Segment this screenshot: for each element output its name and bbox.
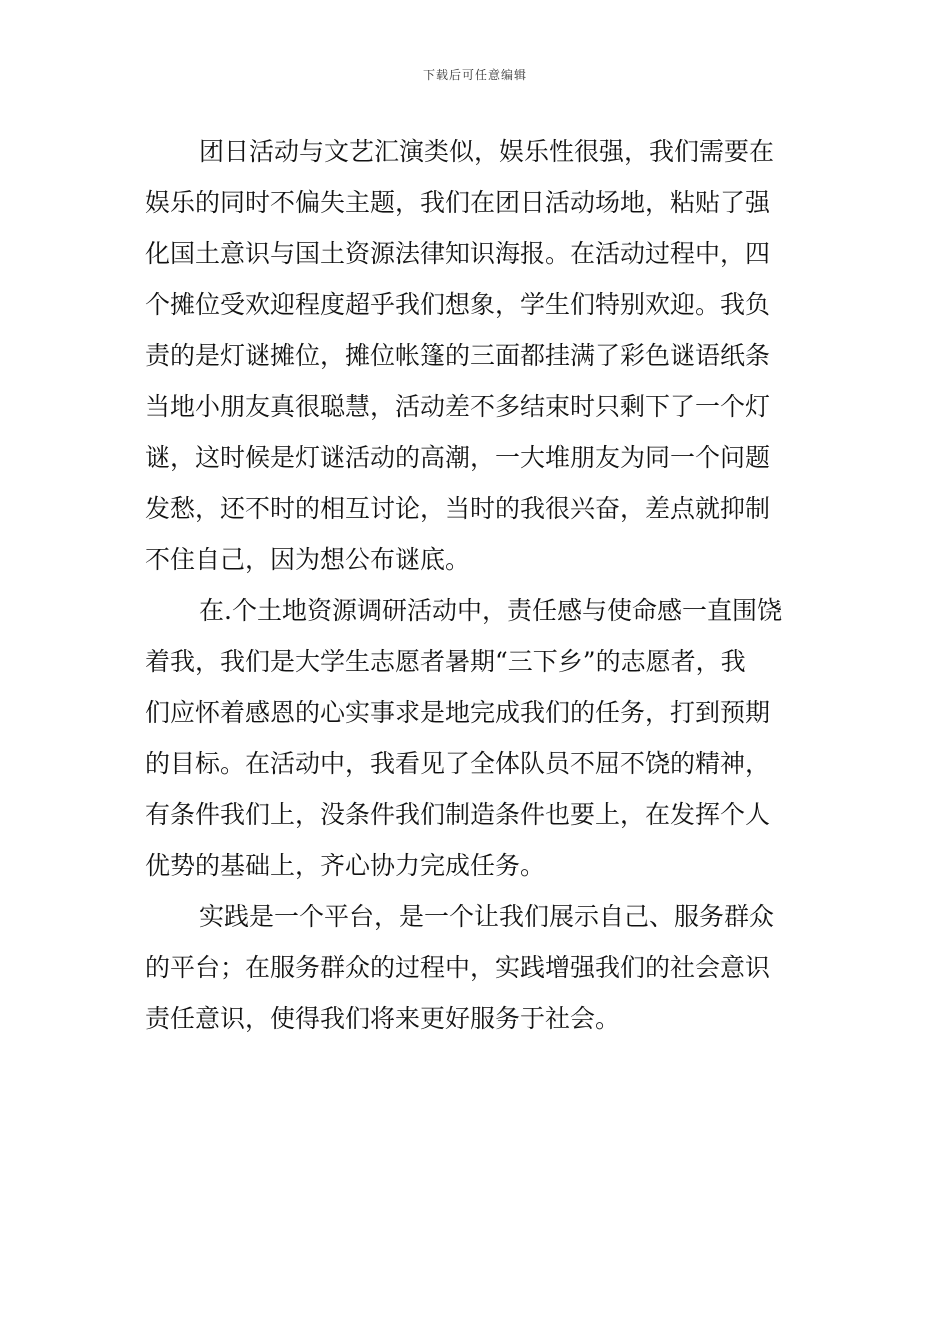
text-line: 团日活动与文艺汇演类似，娱乐性很强，我们需要在 [199, 137, 775, 166]
text-line: 化国土意识与国土资源法律知识海报。在活动过程中，四 [145, 239, 771, 268]
text-line: 着我，我们是大学生志愿者暑期“三下乡”的志愿者，我 [145, 647, 746, 676]
text-line: 们应怀着感恩的心实事求是地完成我们的任务，打到预期 [145, 698, 771, 727]
text-line: 责任意识，使得我们将来更好服务于社会。 [145, 1004, 621, 1033]
text-line: 责的是灯谜摊位，摊位帐篷的三面都挂满了彩色谜语纸条 [145, 341, 771, 370]
text-line: 在.个土地资源调研活动中，责任感与使命感一直围饶 [199, 596, 782, 625]
paragraph [145, 126, 810, 585]
text-line: 谜，这时候是灯谜活动的高潮，一大堆朋友为同一个问题 [145, 443, 771, 472]
text-line: 实践是一个平台，是一个让我们展示自己、服务群众 [199, 902, 775, 931]
text-line: 有条件我们上，没条件我们制造条件也要上，在发挥个人 [145, 800, 771, 829]
text-line: 的平台；在服务群众的过程中，实践增强我们的社会意识 [145, 953, 771, 982]
text-line: 娱乐的同时不偏失主题，我们在团日活动场地，粘贴了强 [145, 188, 771, 217]
text-line: 优势的基础上，齐心协力完成任务。 [145, 851, 546, 880]
document-body [145, 126, 810, 1044]
paragraph [145, 585, 810, 891]
text-line: 个摊位受欢迎程度超乎我们想象，学生们特别欢迎。我负 [145, 290, 771, 319]
text-line: 的目标。在活动中，我看见了全体队员不屈不饶的精神， [145, 749, 771, 778]
text-line: 不住自己，因为想公布谜底。 [145, 545, 471, 574]
page-header: 下载后可任意编辑 [422, 68, 527, 82]
paragraph [145, 891, 810, 1044]
text-line: 发愁，还不时的相互讨论，当时的我很兴奋，差点就抑制 [145, 494, 771, 523]
text-line: 当地小朋友真很聪慧，活动差不多结束时只剩下了一个灯 [145, 392, 771, 421]
